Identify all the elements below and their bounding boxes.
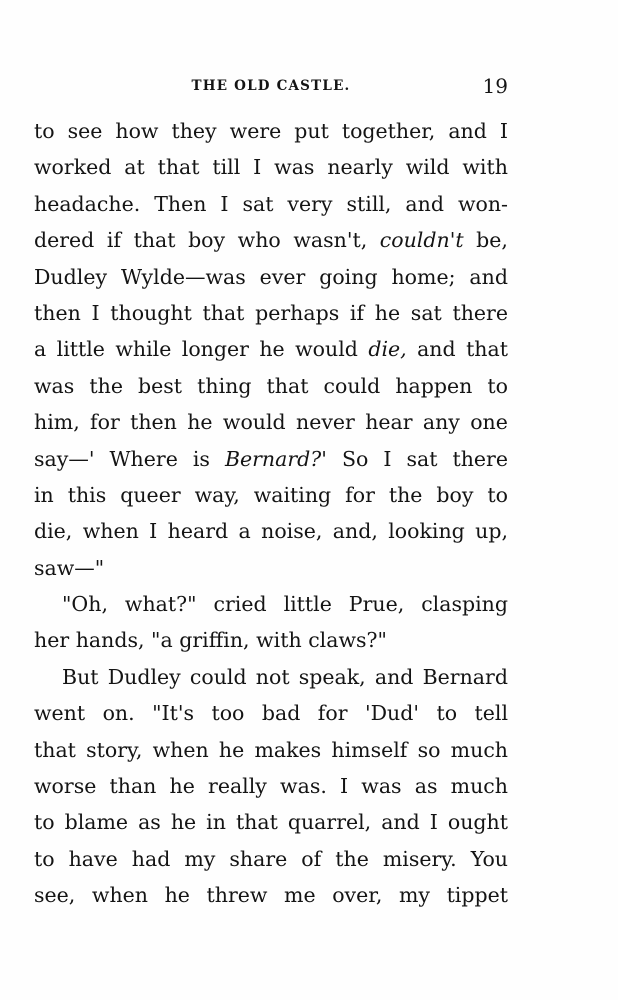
word: noise, xyxy=(261,519,323,544)
word: saw—" xyxy=(34,555,105,580)
word: that xyxy=(133,228,176,253)
word: see xyxy=(67,119,103,143)
body-text xyxy=(34,113,508,914)
word: going xyxy=(319,264,378,289)
word: than xyxy=(109,774,157,799)
word: for xyxy=(90,410,120,435)
word: and, xyxy=(332,519,378,544)
word: headache. xyxy=(34,191,141,216)
word: could xyxy=(189,664,247,689)
text-line xyxy=(34,622,508,658)
word: if xyxy=(106,228,122,253)
word: makes xyxy=(254,737,322,762)
word: thing xyxy=(197,373,252,398)
word: and xyxy=(374,664,414,689)
word: himself xyxy=(331,737,408,762)
word: worked xyxy=(34,155,112,180)
word: he xyxy=(374,300,401,325)
word: together, xyxy=(341,119,436,143)
word: Prue, xyxy=(348,592,405,617)
word: You xyxy=(470,846,508,871)
word: over, xyxy=(332,883,383,908)
word: have xyxy=(68,846,118,871)
word: Bernard?' xyxy=(224,446,327,471)
word: he xyxy=(259,337,285,362)
word: little xyxy=(283,592,332,617)
word: and xyxy=(405,191,444,216)
word: that xyxy=(235,810,278,835)
word: then xyxy=(34,300,81,325)
word: queer xyxy=(120,482,181,507)
text-line xyxy=(34,804,508,840)
word: Dudley xyxy=(34,264,108,289)
word: what?" xyxy=(124,592,197,617)
word: home; xyxy=(391,264,456,289)
word: my xyxy=(184,846,216,871)
word: won- xyxy=(457,191,508,216)
word: claws?" xyxy=(308,628,387,653)
word: threw xyxy=(206,883,268,908)
text-line xyxy=(34,149,508,185)
word: the xyxy=(335,846,369,871)
word: hear xyxy=(365,410,413,435)
text-line xyxy=(34,331,508,367)
text-line xyxy=(34,732,508,768)
text-line xyxy=(34,841,508,877)
word: much xyxy=(450,774,508,799)
word: sat xyxy=(406,446,438,471)
text-line xyxy=(34,768,508,804)
word: never xyxy=(296,410,355,435)
text-line xyxy=(34,877,508,913)
word: griffin, xyxy=(179,628,250,653)
word: wild xyxy=(405,155,450,180)
text-line xyxy=(34,295,508,331)
word: him, xyxy=(34,410,80,435)
word: much xyxy=(450,737,508,762)
word: one xyxy=(470,410,508,435)
word: too xyxy=(211,701,245,726)
word: tippet xyxy=(446,883,508,908)
word: is xyxy=(192,446,210,471)
word: die, xyxy=(34,519,73,544)
word: nearly xyxy=(327,155,393,180)
word: not xyxy=(255,664,290,689)
word: in xyxy=(34,482,54,507)
word: any xyxy=(422,410,460,435)
word: boy xyxy=(436,482,474,507)
text-line xyxy=(34,113,508,149)
word: Then xyxy=(154,191,207,216)
word: 'Dud' xyxy=(364,701,420,726)
running-head xyxy=(34,76,508,100)
word: cried xyxy=(213,592,267,617)
word: was xyxy=(274,155,315,180)
word: when xyxy=(82,519,139,544)
word: were xyxy=(229,119,282,143)
word: ought xyxy=(447,810,508,835)
word: little xyxy=(56,337,105,362)
text-line xyxy=(34,659,508,695)
word: to xyxy=(487,373,508,398)
word: at xyxy=(124,155,145,180)
word: up, xyxy=(475,519,508,544)
word: my xyxy=(398,883,430,908)
word: I xyxy=(429,810,438,835)
word: to xyxy=(436,701,458,726)
word: I xyxy=(499,119,508,143)
word: he xyxy=(169,774,195,799)
word: But xyxy=(62,664,99,689)
word: longer xyxy=(181,337,249,362)
word: who xyxy=(237,228,281,253)
word: on. xyxy=(102,701,135,726)
word: they xyxy=(171,119,217,143)
word: with xyxy=(256,628,302,653)
word: "It's xyxy=(152,701,195,726)
word: could xyxy=(323,373,381,398)
word: looking xyxy=(388,519,465,544)
word: really xyxy=(208,774,267,799)
word: and xyxy=(381,810,420,835)
word: thought xyxy=(110,300,192,325)
word: I xyxy=(149,519,158,544)
word: boy xyxy=(188,228,226,253)
word: would xyxy=(295,337,358,362)
word: see, xyxy=(34,883,76,908)
word: till xyxy=(212,155,241,180)
word: as xyxy=(414,774,438,799)
word: So xyxy=(341,446,369,471)
word: and xyxy=(469,264,508,289)
text-line xyxy=(34,513,508,549)
word: in xyxy=(206,810,226,835)
word: went xyxy=(34,701,86,726)
word: heard xyxy=(167,519,229,544)
word: "Oh, xyxy=(62,592,108,617)
word: and xyxy=(448,119,487,143)
word: clasping xyxy=(421,592,508,617)
word: worse xyxy=(34,774,97,799)
text-line xyxy=(34,368,508,404)
word: me xyxy=(284,883,316,908)
text-line xyxy=(34,259,508,295)
word: wasn't, xyxy=(293,228,368,253)
word: he xyxy=(218,737,245,762)
word: dered xyxy=(34,228,95,253)
word: happen xyxy=(395,373,473,398)
text-line xyxy=(34,404,508,440)
word: he xyxy=(170,810,197,835)
word: be, xyxy=(476,228,508,253)
word: her xyxy=(34,628,70,653)
word: sat xyxy=(410,300,442,325)
word: die, xyxy=(368,337,407,362)
word: that xyxy=(34,737,76,762)
word: this xyxy=(67,482,107,507)
word: the xyxy=(89,373,123,398)
word: I xyxy=(91,300,100,325)
word: he xyxy=(187,410,213,435)
word: to xyxy=(487,482,508,507)
word: if xyxy=(349,300,365,325)
word: perhaps xyxy=(255,300,340,325)
word: for xyxy=(317,701,348,726)
word: sat xyxy=(242,191,274,216)
word: I xyxy=(340,774,349,799)
word: Wylde—was xyxy=(120,264,246,289)
word: say—' xyxy=(34,446,95,471)
word: so xyxy=(417,737,441,762)
text-line xyxy=(34,222,508,258)
word: story, xyxy=(86,737,143,762)
word: to xyxy=(34,846,55,871)
word: when xyxy=(91,883,148,908)
word: I xyxy=(253,155,262,180)
word: Bernard xyxy=(422,664,508,689)
word: to xyxy=(34,119,55,143)
word: speak, xyxy=(298,664,366,689)
word: a xyxy=(238,519,251,544)
running-title: THE OLD CASTLE. xyxy=(191,78,351,94)
text-line xyxy=(34,186,508,222)
word: blame xyxy=(64,810,129,835)
word: then xyxy=(130,410,177,435)
word: as xyxy=(138,810,161,835)
word: best xyxy=(138,373,183,398)
word: that xyxy=(266,373,309,398)
page-number: 19 xyxy=(482,74,508,98)
word: there xyxy=(452,446,508,471)
word: "a xyxy=(151,628,173,653)
word: waiting xyxy=(253,482,332,507)
word: tell xyxy=(474,701,508,726)
word: how xyxy=(115,119,159,143)
word: that xyxy=(202,300,245,325)
word: I xyxy=(220,191,229,216)
word: to xyxy=(34,810,55,835)
word: a xyxy=(34,337,47,362)
word: bad xyxy=(261,701,301,726)
word: couldn't xyxy=(379,228,464,253)
word: way, xyxy=(194,482,240,507)
text-line xyxy=(34,586,508,622)
word: of xyxy=(301,846,322,871)
word: was xyxy=(361,774,402,799)
word: would xyxy=(222,410,286,435)
word: that xyxy=(157,155,200,180)
word: when xyxy=(152,737,209,762)
word: he xyxy=(164,883,190,908)
word: the xyxy=(388,482,423,507)
word: Dudley xyxy=(107,664,181,689)
word: Where xyxy=(109,446,178,471)
word: was. xyxy=(280,774,327,799)
word: there xyxy=(452,300,508,325)
word: very xyxy=(287,191,333,216)
word: that xyxy=(466,337,508,362)
word: put xyxy=(294,119,329,143)
word: hands, xyxy=(75,628,145,653)
word: ever xyxy=(259,264,306,289)
text-line xyxy=(34,441,508,477)
word: still, xyxy=(346,191,392,216)
word: misery. xyxy=(382,846,457,871)
word: share xyxy=(229,846,288,871)
text-line xyxy=(34,550,508,586)
word: was xyxy=(34,373,75,398)
text-line xyxy=(34,695,508,731)
word: for xyxy=(345,482,375,507)
word: and xyxy=(417,337,456,362)
text-line xyxy=(34,477,508,513)
word: quarrel, xyxy=(287,810,372,835)
word: I xyxy=(383,446,392,471)
word: with xyxy=(462,155,508,180)
word: had xyxy=(131,846,171,871)
word: while xyxy=(115,337,172,362)
